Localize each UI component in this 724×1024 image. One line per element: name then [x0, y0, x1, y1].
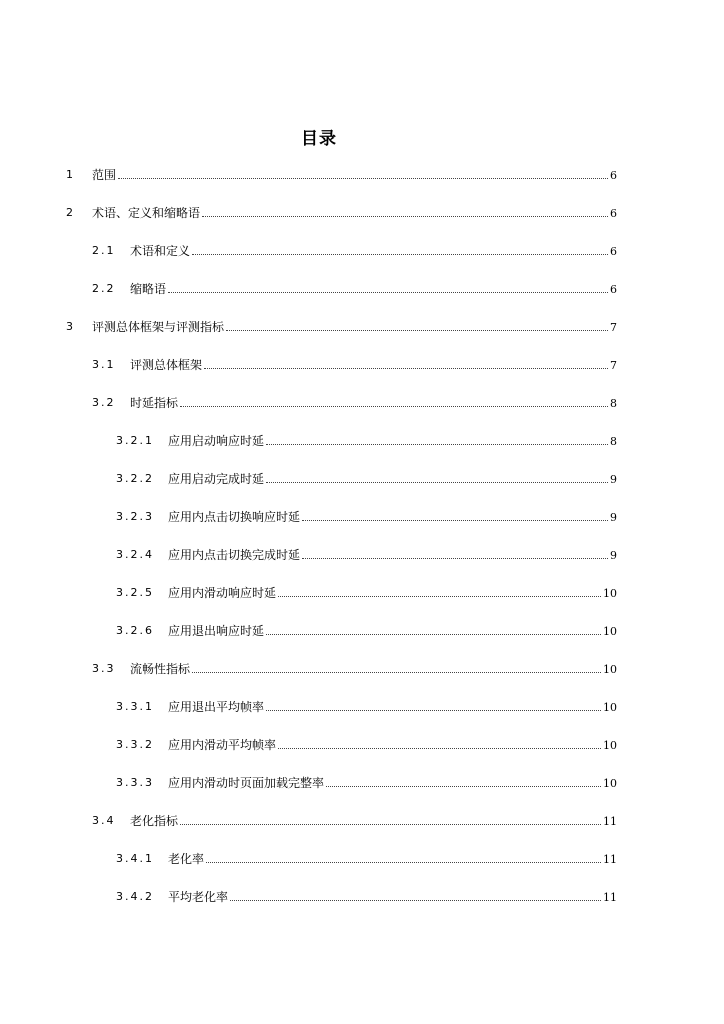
toc-entry-number: 2.2 — [92, 282, 116, 295]
toc-entry-number: 3.2.5 — [116, 586, 154, 599]
toc-title: 目录 — [301, 129, 337, 149]
toc-entry-line — [168, 697, 617, 718]
toc-dot-leader — [118, 165, 608, 179]
toc-entry-title: 应用退出响应时延 — [168, 624, 265, 638]
toc-entry-number: 3.2 — [92, 396, 116, 409]
toc-dot-leader — [266, 697, 601, 711]
toc-entry-page-number: 10 — [603, 777, 617, 790]
toc-entry-title: 应用内滑动平均帧率 — [168, 738, 277, 752]
toc-dot-leader — [266, 469, 608, 483]
toc-entry-line — [168, 849, 617, 870]
toc-entry-title: 老化指标 — [130, 814, 179, 828]
toc-dot-leader — [168, 279, 608, 293]
toc-entry-page-number: 11 — [603, 853, 617, 866]
toc-dot-leader — [204, 355, 608, 369]
toc-entry-line — [168, 773, 617, 794]
toc-entry-title: 流畅性指标 — [130, 662, 191, 676]
toc-entry[interactable] — [0, 165, 724, 185]
toc-entry-title: 术语、定义和缩略语 — [92, 206, 201, 220]
toc-dot-leader — [302, 507, 608, 521]
toc-entry[interactable] — [0, 811, 724, 831]
toc-entry-line — [168, 887, 617, 908]
toc-entry-page-number: 10 — [603, 701, 617, 714]
toc-entry-page-number: 6 — [610, 207, 617, 220]
toc-entry-page-number: 6 — [610, 169, 617, 182]
toc-entry-line — [168, 469, 617, 490]
toc-entry[interactable] — [0, 431, 724, 451]
toc-entry-title: 评测总体框架与评测指标 — [92, 320, 225, 334]
toc-entry-page-number: 8 — [610, 435, 617, 448]
toc-entry-title: 缩略语 — [130, 282, 167, 296]
toc-dot-leader — [278, 735, 601, 749]
toc-entry-line — [92, 317, 617, 338]
toc-entry-title: 应用退出平均帧率 — [168, 700, 265, 714]
toc-entry-title: 术语和定义 — [130, 244, 191, 258]
toc-entry-number: 3.3.2 — [116, 738, 154, 751]
toc-entry-page-number: 7 — [610, 359, 617, 372]
toc-entry-title: 评测总体框架 — [130, 358, 203, 372]
toc-entry[interactable] — [0, 849, 724, 869]
toc-dot-leader — [180, 393, 608, 407]
toc-entry-page-number: 9 — [610, 549, 617, 562]
toc-entry[interactable] — [0, 241, 724, 261]
toc-entry-line — [168, 583, 617, 604]
toc-entry-number: 3.2.1 — [116, 434, 154, 447]
toc-entry-title: 应用启动完成时延 — [168, 472, 265, 486]
toc-entry-page-number: 11 — [603, 891, 617, 904]
toc-dot-leader — [226, 317, 608, 331]
toc-entry[interactable] — [0, 203, 724, 223]
toc-dot-leader — [192, 241, 608, 255]
toc-entry[interactable] — [0, 735, 724, 755]
toc-entry[interactable] — [0, 279, 724, 299]
toc-entry[interactable] — [0, 659, 724, 679]
toc-entry-title: 应用内点击切换响应时延 — [168, 510, 301, 524]
toc-entry-title: 时延指标 — [130, 396, 179, 410]
toc-entry-number: 3.2.6 — [116, 624, 154, 637]
toc-entry-page-number: 6 — [610, 283, 617, 296]
toc-entry-line — [168, 735, 617, 756]
toc-entry-title: 应用内滑动时页面加载完整率 — [168, 776, 325, 790]
toc-dot-leader — [326, 773, 601, 787]
toc-entry-title: 应用内滑动响应时延 — [168, 586, 277, 600]
toc-entry-page-number: 6 — [610, 245, 617, 258]
toc-entry-title: 范围 — [92, 168, 117, 182]
toc-entry-number: 3.3.1 — [116, 700, 154, 713]
toc-entry-line — [168, 621, 617, 642]
toc-entry-line — [130, 811, 617, 832]
toc-entry-number: 3.2.2 — [116, 472, 154, 485]
toc-entry[interactable] — [0, 507, 724, 527]
toc-entry-line — [130, 241, 617, 262]
toc-entry-line — [92, 203, 617, 224]
toc-dot-leader — [266, 621, 601, 635]
toc-entry-line — [130, 393, 617, 414]
toc-entry-number: 2.1 — [92, 244, 116, 257]
toc-entry[interactable] — [0, 355, 724, 375]
toc-dot-leader — [206, 849, 601, 863]
toc-entry-line — [130, 355, 617, 376]
toc-entry-title: 应用内点击切换完成时延 — [168, 548, 301, 562]
toc-entry[interactable] — [0, 317, 724, 337]
toc-entry[interactable] — [0, 773, 724, 793]
toc-dot-leader — [230, 887, 601, 901]
toc-entry-page-number: 10 — [603, 663, 617, 676]
toc-entry-line — [168, 431, 617, 452]
toc-entry[interactable] — [0, 545, 724, 565]
toc-entry-number: 3.2.4 — [116, 548, 154, 561]
toc-entry[interactable] — [0, 469, 724, 489]
toc-entry-line — [130, 659, 617, 680]
toc-entry[interactable] — [0, 621, 724, 641]
toc-entry-number: 3.3 — [92, 662, 116, 675]
toc-entry-number: 3.2.3 — [116, 510, 154, 523]
toc-entry-page-number: 7 — [610, 321, 617, 334]
toc-entry[interactable] — [0, 393, 724, 413]
toc-entry-line — [130, 279, 617, 300]
toc-entry-page-number: 11 — [603, 815, 617, 828]
toc-entry-number: 3.4.2 — [116, 890, 154, 903]
toc-entry[interactable] — [0, 583, 724, 603]
toc-entry-title: 应用启动响应时延 — [168, 434, 265, 448]
toc-dot-leader — [302, 545, 608, 559]
toc-entry-number: 1 — [66, 168, 75, 181]
toc-entry-page-number: 10 — [603, 739, 617, 752]
toc-entry-number: 3.1 — [92, 358, 116, 371]
toc-entry-line — [168, 545, 617, 566]
toc-dot-leader — [278, 583, 601, 597]
toc-dot-leader — [192, 659, 601, 673]
toc-entry[interactable] — [0, 887, 724, 907]
toc-entry-number: 3 — [66, 320, 75, 333]
toc-entry-page-number: 9 — [610, 511, 617, 524]
toc-entry-number: 3.4.1 — [116, 852, 154, 865]
toc-dot-leader — [180, 811, 601, 825]
toc-entry-page-number: 10 — [603, 625, 617, 638]
toc-entry-page-number: 9 — [610, 473, 617, 486]
toc-entry-number: 2 — [66, 206, 75, 219]
toc-entry[interactable] — [0, 697, 724, 717]
toc-entry-line — [168, 507, 617, 528]
toc-entry-line — [92, 165, 617, 186]
toc-entry-number: 3.3.3 — [116, 776, 154, 789]
toc-entry-title: 老化率 — [168, 852, 205, 866]
toc-dot-leader — [202, 203, 608, 217]
toc-entry-page-number: 8 — [610, 397, 617, 410]
toc-entry-title: 平均老化率 — [168, 890, 229, 904]
toc-dot-leader — [266, 431, 608, 445]
toc-entry-page-number: 10 — [603, 587, 617, 600]
toc-entry-number: 3.4 — [92, 814, 116, 827]
